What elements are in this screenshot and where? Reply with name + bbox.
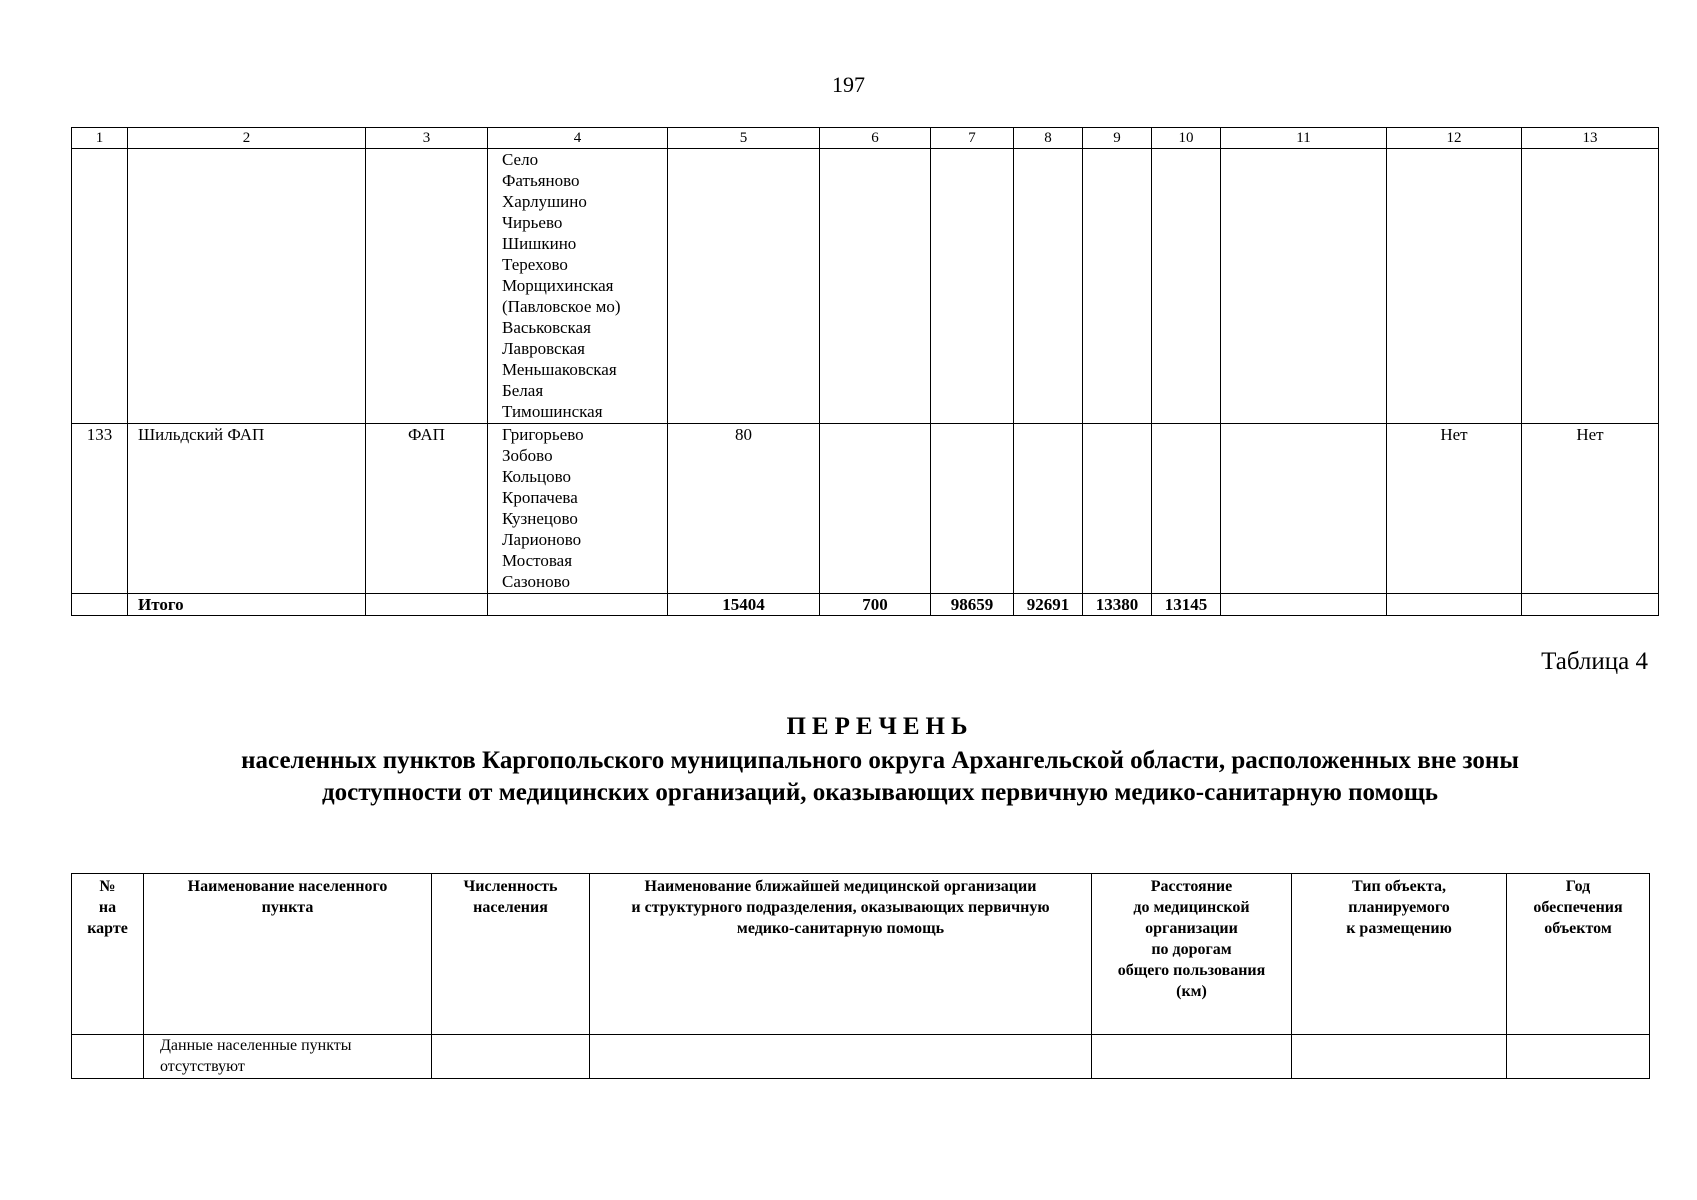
col-number: 2 (128, 128, 366, 149)
col-number: 4 (488, 128, 668, 149)
village-name: Тимошинская (502, 402, 603, 421)
village-name: Шишкино (502, 234, 577, 253)
col-number: 7 (931, 128, 1014, 149)
total-value: 700 (820, 594, 931, 616)
page-number: 197 (832, 72, 865, 97)
col-number: 10 (1152, 128, 1221, 149)
table-label: Таблица 4 (1541, 648, 1648, 675)
village-name: Чирьево (502, 213, 563, 232)
village-name: Белая (502, 381, 544, 400)
col-number: 3 (366, 128, 488, 149)
village-name: Васьковская (502, 318, 591, 337)
heading-title: ПЕРЕЧЕНЬ (786, 713, 974, 740)
unreachable-settlements-table (71, 873, 1650, 1079)
heading-subtitle (0, 745, 1697, 809)
col-number: 9 (1083, 128, 1152, 149)
village-name: Зобово (502, 446, 553, 465)
village-name: Сазоново (502, 572, 571, 591)
header-object-type: Тип объекта, планируемого к размещению (1292, 874, 1507, 1035)
heading-subtitle-line: населенных пунктов Каргопольского муниципального округа Архангельской области, расположенных вне зоны (241, 747, 1519, 774)
no-data-note: Данные населенные пункты отсутствуют (144, 1035, 432, 1079)
header-medical-organization: Наименование ближайшей медицинской организации и структурного подразделения, оказывающих первичную медико-санитарную помощь (590, 874, 1092, 1035)
village-name: Ларионово (502, 530, 582, 549)
facility-name: Шильдский ФАП (128, 424, 366, 594)
village-name: Кропачева (502, 488, 578, 507)
header-distance: Расстояние до медицинской организации по дорогам общего пользования (км) (1092, 874, 1292, 1035)
column-number-row (72, 128, 1659, 149)
col-number: 5 (668, 128, 820, 149)
village-name: Меньшаковская (502, 360, 617, 379)
total-value: 13380 (1083, 594, 1152, 616)
village-name: Кузнецово (502, 509, 578, 528)
col-number: 12 (1387, 128, 1522, 149)
row-number: 133 (72, 424, 128, 594)
village-name: Фатьяново (502, 171, 580, 190)
village-name: Село (502, 150, 539, 169)
col-number: 6 (820, 128, 931, 149)
col-number: 1 (72, 128, 128, 149)
header-population: Численность населения (432, 874, 590, 1035)
table-row (72, 149, 1659, 424)
total-value: 92691 (1014, 594, 1083, 616)
village-name: Харлушино (502, 192, 587, 211)
col-number: 8 (1014, 128, 1083, 149)
heading-subtitle-line: доступности от медицинских организаций, оказывающих первичную медико-санитарную помощь (321, 779, 1439, 806)
total-value: 13145 (1152, 594, 1221, 616)
total-value: 15404 (668, 594, 820, 616)
table-header-row (72, 874, 1650, 1035)
header-map-number: № на карте (72, 874, 144, 1035)
settlements-table (71, 127, 1659, 616)
village-name: Лавровская (502, 339, 585, 358)
facility-type: ФАП (366, 424, 488, 594)
table-row (72, 1035, 1650, 1079)
cell-value: Нет (1522, 424, 1659, 594)
header-year: Год обеспечения объектом (1507, 874, 1650, 1035)
village-name: Морщихинская (502, 276, 614, 295)
village-name: Мостовая (502, 551, 573, 570)
table-row (72, 424, 1659, 594)
village-list (488, 424, 668, 594)
cell-value: Нет (1387, 424, 1522, 594)
cell-value: 80 (668, 424, 820, 594)
village-name: (Павловское мо) (502, 297, 621, 316)
col-number: 11 (1221, 128, 1387, 149)
village-name: Кольцово (502, 467, 572, 486)
village-name: Терехово (502, 255, 568, 274)
village-name: Григорьево (502, 425, 584, 444)
village-list (488, 149, 668, 424)
total-value: 98659 (931, 594, 1014, 616)
header-settlement-name: Наименование населенного пункта (144, 874, 432, 1035)
total-row (72, 594, 1659, 616)
total-label: Итого (128, 594, 366, 616)
col-number: 13 (1522, 128, 1659, 149)
